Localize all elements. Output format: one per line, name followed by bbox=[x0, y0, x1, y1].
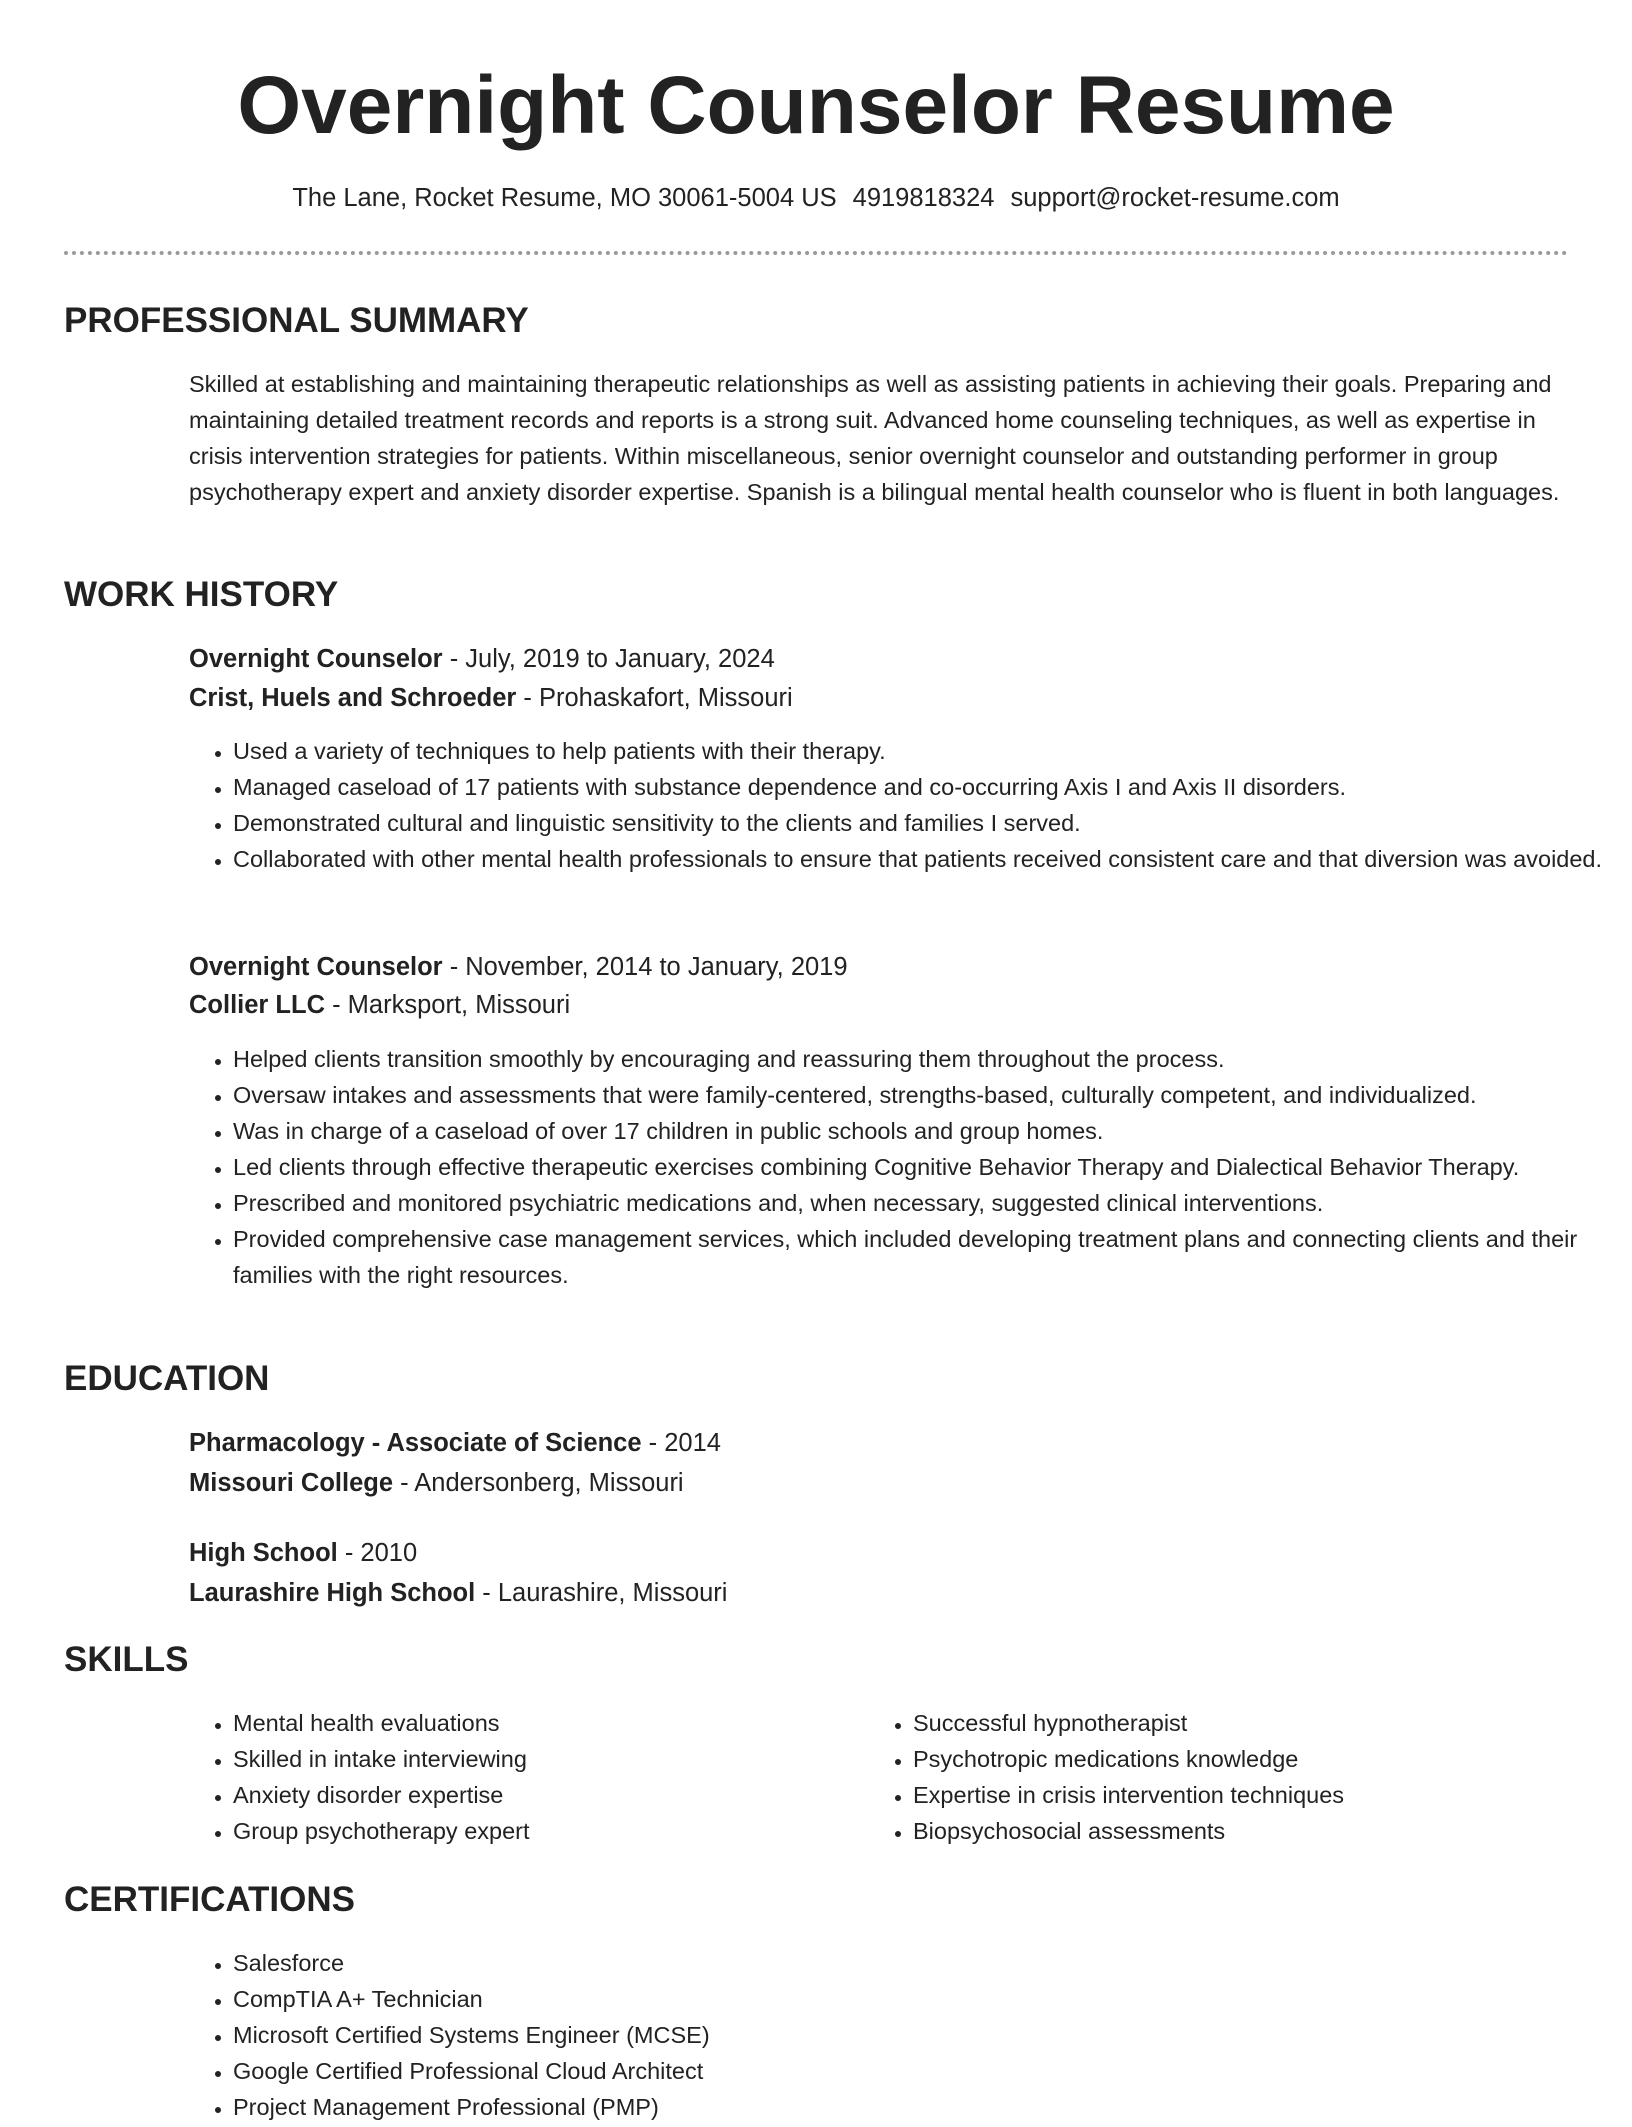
job-title-line bbox=[189, 947, 848, 987]
job-title-line bbox=[189, 639, 775, 679]
education-location: - Andersonberg, Missouri bbox=[393, 1469, 684, 1497]
education-degree-line bbox=[189, 1423, 721, 1463]
list-item: • Demonstrated cultural and linguistic sensitivity to the clients and families I served. bbox=[233, 805, 1613, 841]
list-item: • CompTIA A+ Technician bbox=[233, 1981, 1613, 2017]
list-item: • Google Certified Professional Cloud Architect bbox=[233, 2053, 1613, 2089]
education-year: - 2010 bbox=[337, 1539, 418, 1567]
job-location: - Marksport, Missouri bbox=[325, 991, 571, 1019]
contact-address: The Lane, Rocket Resume, MO 30061-5004 US bbox=[292, 184, 837, 212]
list-item: • Oversaw intakes and assessments that were family-centered, strengths-based, culturally competent, and individualized. bbox=[233, 1077, 1613, 1113]
job-bullets bbox=[189, 1041, 1613, 1293]
certifications-list bbox=[189, 1945, 1613, 2125]
list-item: • Helped clients transition smoothly by encouraging and reassuring them throughout the process. bbox=[233, 1041, 1613, 1077]
list-item: • Used a variety of techniques to help patients with their therapy. bbox=[233, 733, 1613, 769]
list-item: • Anxiety disorder expertise bbox=[233, 1777, 873, 1813]
section-title-skills: SKILLS bbox=[64, 1640, 189, 1679]
header-divider bbox=[64, 251, 1568, 255]
education-degree: High School bbox=[189, 1539, 338, 1567]
education-year: - 2014 bbox=[641, 1429, 721, 1457]
job-location: - Prohaskafort, Missouri bbox=[516, 684, 793, 712]
job-company-line bbox=[189, 985, 570, 1025]
skills-list-right bbox=[869, 1705, 1613, 1849]
job-role: Overnight Counselor bbox=[189, 953, 443, 981]
job-company-line bbox=[189, 678, 793, 718]
list-item: • Expertise in crisis intervention techniques bbox=[913, 1777, 1613, 1813]
list-item: • Microsoft Certified Systems Engineer (MCSE) bbox=[233, 2017, 1613, 2053]
list-item: • Group psychotherapy expert bbox=[233, 1813, 873, 1849]
page-title: Overnight Counselor Resume bbox=[237, 60, 1395, 151]
job-bullets bbox=[189, 733, 1613, 877]
contact-line bbox=[0, 180, 1632, 216]
section-title-certifications: CERTIFICATIONS bbox=[64, 1880, 356, 1919]
list-item: • Collaborated with other mental health professionals to ensure that patients received consistent care and that diversion was avoided. bbox=[233, 841, 1613, 877]
section-title-education: EDUCATION bbox=[64, 1359, 270, 1398]
contact-email: support@rocket-resume.com bbox=[1010, 184, 1340, 212]
list-item: • Project Management Professional (PMP) bbox=[233, 2089, 1613, 2125]
summary-text: Skilled at establishing and maintaining therapeutic relationships as well as assisting patients in achieving their goals. Preparing and maintaining detailed treatment records and reports is a strong suit. Advanced home counseling techniques, as well as expertise in crisis intervention strategies for patients. Within miscellaneous, senior overnight counselor and outstanding performer in group psychotherapy expert and anxiety disorder expertise. Spanish is a bilingual mental health counselor who is fluent in both languages. bbox=[189, 371, 1560, 505]
list-item: • Psychotropic medications knowledge bbox=[913, 1741, 1613, 1777]
job-role: Overnight Counselor bbox=[189, 645, 443, 673]
list-item: • Mental health evaluations bbox=[233, 1705, 873, 1741]
list-item: • Managed caseload of 17 patients with substance dependence and co-occurring Axis I and Axis II disorders. bbox=[233, 769, 1613, 805]
list-item: • Provided comprehensive case management services, which included developing treatment plans and connecting clients and their families with the right resources. bbox=[233, 1221, 1613, 1293]
skills-list-left bbox=[189, 1705, 873, 1849]
list-item: • Biopsychosocial assessments bbox=[913, 1813, 1613, 1849]
education-degree: Pharmacology - Associate of Science bbox=[189, 1429, 642, 1457]
education-degree-line bbox=[189, 1533, 417, 1573]
education-location: - Laurashire, Missouri bbox=[475, 1579, 728, 1607]
job-dates: - November, 2014 to January, 2019 bbox=[442, 953, 848, 981]
education-school-line bbox=[189, 1463, 684, 1503]
contact-phone: 4919818324 bbox=[852, 184, 995, 212]
list-item: • Led clients through effective therapeutic exercises combining Cognitive Behavior Therapy and Dialectical Behavior Therapy. bbox=[233, 1149, 1613, 1185]
list-item: • Salesforce bbox=[233, 1945, 1613, 1981]
list-item: • Was in charge of a caseload of over 17 children in public schools and group homes. bbox=[233, 1113, 1613, 1149]
job-company: Crist, Huels and Schroeder bbox=[189, 684, 517, 712]
education-school-line bbox=[189, 1573, 727, 1613]
job-dates: - July, 2019 to January, 2024 bbox=[442, 645, 775, 673]
list-item: • Successful hypnotherapist bbox=[913, 1705, 1613, 1741]
list-item: • Skilled in intake interviewing bbox=[233, 1741, 873, 1777]
job-company: Collier LLC bbox=[189, 991, 326, 1019]
section-title-work: WORK HISTORY bbox=[64, 575, 339, 614]
education-school: Laurashire High School bbox=[189, 1579, 476, 1607]
section-title-summary: PROFESSIONAL SUMMARY bbox=[64, 301, 529, 340]
list-item: • Prescribed and monitored psychiatric medications and, when necessary, suggested clinical interventions. bbox=[233, 1185, 1613, 1221]
education-school: Missouri College bbox=[189, 1469, 394, 1497]
